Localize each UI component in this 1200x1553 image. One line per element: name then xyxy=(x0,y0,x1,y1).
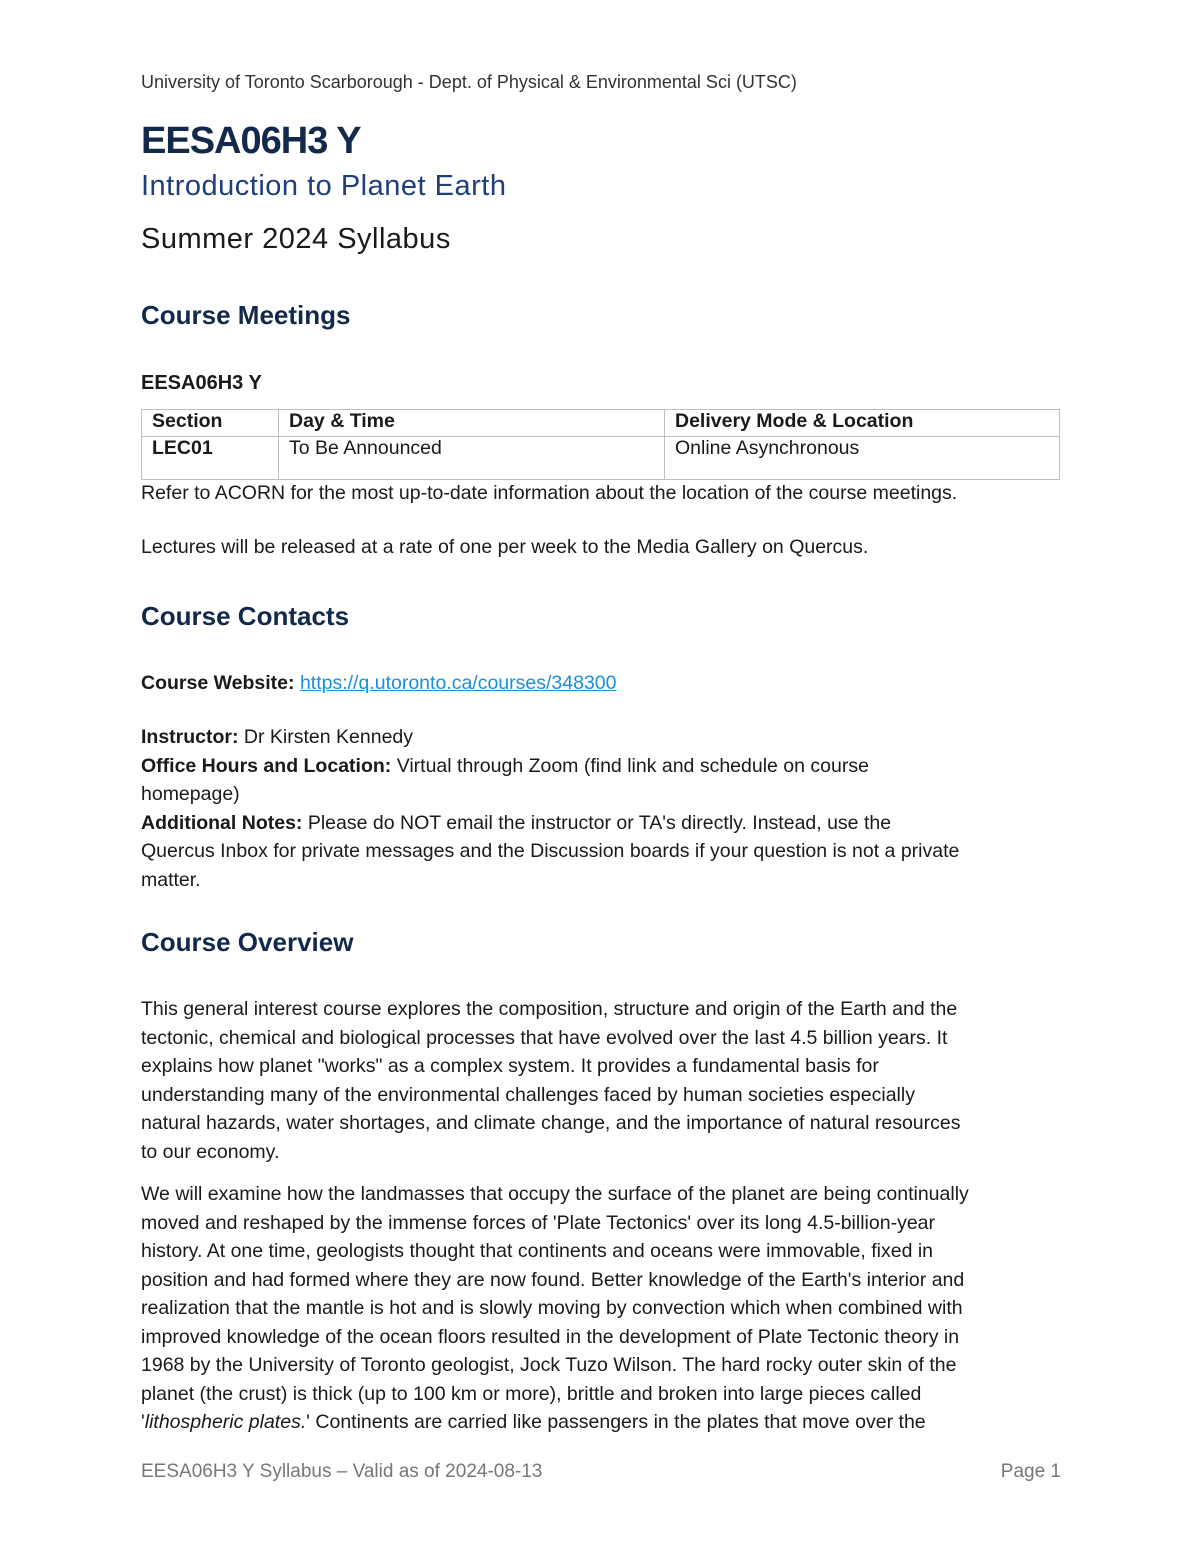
paragraph-line xyxy=(141,1408,1061,1437)
website-line xyxy=(141,669,1061,698)
syllabus-term: Summer 2024 Syllabus xyxy=(141,223,451,255)
paragraph-line: planet (the crust) is thick (up to 100 km or more), brittle and broken into large pieces called xyxy=(141,1382,922,1405)
meetings-subheading: EESA06H3 Y xyxy=(141,372,262,394)
course-title: Introduction to Planet Earth xyxy=(141,170,507,202)
table-cell-time: To Be Announced xyxy=(279,437,665,480)
paragraph-line: understanding many of the environmental challenges faced by human societies especially xyxy=(141,1083,915,1106)
office-hours-line xyxy=(141,752,1061,781)
paragraph-line: natural hazards, water shortages, and climate change, and the importance of natural resources xyxy=(141,1112,961,1134)
paragraph-line: moved and reshaped by the immense forces of 'Plate Tectonics' over its long 4.5-billion-year xyxy=(141,1211,935,1234)
course-overview-heading: Course Overview xyxy=(141,927,354,957)
paragraph-line: position and had formed where they are now found. Better knowledge of the Earth's interior and xyxy=(141,1268,965,1291)
notes-value: Please do NOT email the instructor or TA's directly. Instead, use the xyxy=(307,811,892,834)
office-hours-line-2: homepage) xyxy=(141,783,240,805)
instructor-label: Instructor: xyxy=(141,726,239,748)
table-cell-mode: Online Asynchronous xyxy=(665,437,1060,480)
notes-label: Additional Notes: xyxy=(141,811,303,834)
instructor-line xyxy=(141,723,1061,752)
course-contacts-heading: Course Contacts xyxy=(141,601,350,631)
office-hours-value: Virtual through Zoom (find link and schedule on course xyxy=(396,754,869,777)
lithospheric-plates-term: lithospheric plates. xyxy=(144,1411,307,1433)
notes-line-3: matter. xyxy=(141,868,201,891)
table-header-cell: Day & Time xyxy=(279,410,665,437)
table-header-cell: Section xyxy=(142,410,279,437)
course-code-title: EESA06H3 Y xyxy=(141,120,361,162)
table-cell-section: LEC01 xyxy=(142,437,279,480)
paragraph-line: improved knowledge of the ocean floors resulted in the development of Plate Tectonic theory in xyxy=(141,1325,960,1348)
instructor-name: Dr Kirsten Kennedy xyxy=(243,726,414,748)
table-row xyxy=(142,437,1060,480)
overview-paragraph-2 xyxy=(141,1180,1061,1437)
paragraph-line: 1968 by the University of Toronto geologist, Jock Tuzo Wilson. The hard rocky outer skin of the xyxy=(141,1354,957,1376)
lectures-note: Lectures will be released at a rate of one per week to the Media Gallery on Quercus. xyxy=(141,536,869,558)
course-website-link[interactable]: https://q.utoronto.ca/courses/348300 xyxy=(299,672,617,694)
paragraph-line: tectonic, chemical and biological processes that have evolved over the last 4.5 billion years. It xyxy=(141,1026,948,1049)
contact-details xyxy=(141,723,1061,894)
paragraph-line: This general interest course explores the composition, structure and origin of the Earth and the xyxy=(141,998,958,1020)
quote-open: ' xyxy=(141,1411,145,1433)
table-header-cell: Delivery Mode & Location xyxy=(665,410,1060,437)
overview-paragraph-1 xyxy=(141,995,1061,1166)
notes-line-2: Quercus Inbox for private messages and the Discussion boards if your question is not a private xyxy=(141,840,960,862)
paragraph-line: explains how planet "works" as a complex system. It provides a fundamental basis for xyxy=(141,1055,879,1077)
meetings-table xyxy=(141,409,1060,480)
notes-line xyxy=(141,809,1061,838)
paragraph-line: history. At one time, geologists thought that continents and oceans were immovable, fixed in xyxy=(141,1240,934,1262)
paragraph-line: to our economy. xyxy=(141,1140,280,1163)
institution-line: University of Toronto Scarborough - Dept. of Physical & Environmental Sci (UTSC) xyxy=(141,72,797,92)
table-header-row xyxy=(142,410,1060,437)
page-number: Page 1 xyxy=(1000,1461,1061,1482)
paragraph-line: We will examine how the landmasses that occupy the surface of the planet are being continually xyxy=(141,1183,969,1205)
footer-doc-info: EESA06H3 Y Syllabus – Valid as of 2024-08-13 xyxy=(141,1461,543,1482)
website-label: Course Website: xyxy=(141,672,295,694)
quote-rest: ' Continents are carried like passengers in the plates that move over the xyxy=(306,1411,926,1433)
course-meetings-heading: Course Meetings xyxy=(141,300,351,330)
office-hours-label: Office Hours and Location: xyxy=(141,754,392,777)
acorn-note: Refer to ACORN for the most up-to-date information about the location of the course meetings. xyxy=(141,482,958,504)
paragraph-line: realization that the mantle is hot and is slowly moving by convection which when combined with xyxy=(141,1297,963,1319)
